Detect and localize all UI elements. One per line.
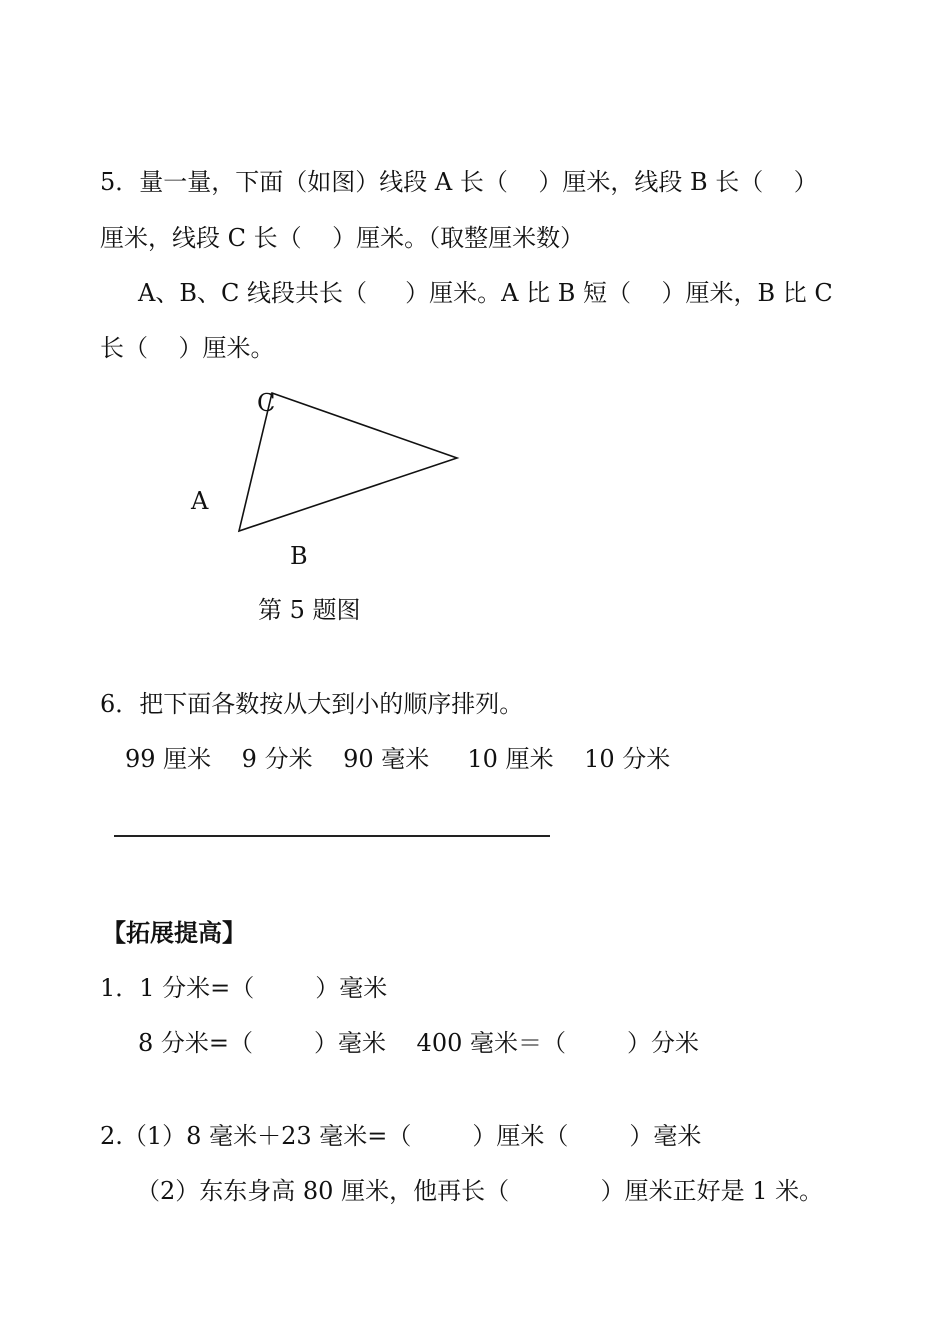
- q6-values: 99 厘米 9 分米 90 毫米 10 厘米 10 分米: [125, 745, 671, 773]
- ext-q1-line-2: 8 分米=（ ）毫米 400 毫米＝（ ）分米: [138, 1029, 700, 1057]
- figure-label-a: A: [191, 487, 209, 515]
- q6-line-1: 6．把下面各数按从大到小的顺序排列。: [100, 690, 524, 718]
- ext-q2-line-2: （2）东东身高 80 厘米，他再长（ ）厘米正好是 1 米。: [136, 1177, 824, 1205]
- figure-label-b: B: [290, 542, 308, 570]
- ext-q2-line-1: 2.（1）8 毫米＋23 毫米=（ ）厘米（ ）毫米: [100, 1122, 702, 1150]
- figure-caption: 第 5 题图: [258, 596, 361, 624]
- answer-line: [114, 835, 550, 837]
- q5-line-4: 长（ ）厘米。: [100, 334, 275, 362]
- q5-line-1: 5．量一量，下面（如图）线段 A 长（ ）厘米，线段 B 长（ ）: [100, 168, 818, 196]
- q5-line-3: A、B、C 线段共长（ ）厘米。A 比 B 短（ ）厘米，B 比 C: [138, 279, 833, 307]
- ext-q1-line-1: 1．1 分米=（ ）毫米: [100, 974, 388, 1002]
- figure-label-c: C: [257, 389, 276, 417]
- extension-heading: 【拓展提高】: [102, 918, 246, 947]
- q5-line-2: 厘米，线段 C 长（ ）厘米。（取整厘米数）: [100, 224, 585, 252]
